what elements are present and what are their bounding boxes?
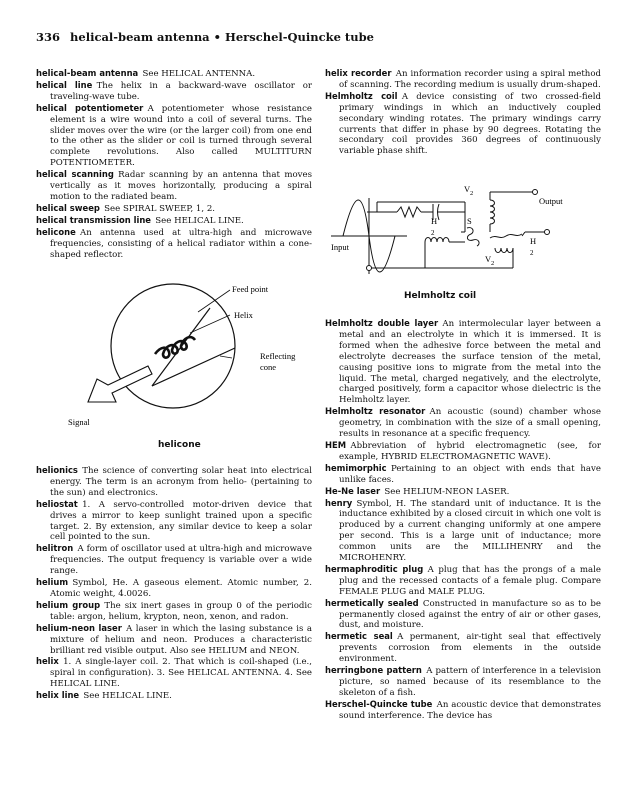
dictionary-entry [325,318,601,406]
entry-definition: A permanent, air-tight seal that effectively prevents corrosion from elements in the outside environment. [339,632,601,665]
dictionary-entry [36,80,312,103]
dictionary-entry [325,91,601,157]
left-bottom-column [36,465,312,702]
entry-definition: An acoustic (sound) chamber whose geometry, in combination with the size of a small opening, results in resonance at a specific frequency. [339,407,601,440]
dictionary-entry [36,543,312,577]
entry-term: henry [325,497,353,508]
h-sub-left: 2 [431,229,435,237]
feed-point-label: Feed point [232,284,269,294]
dictionary-entry [36,690,312,702]
primary-coil-h1 [425,238,449,243]
input-terminal [367,266,372,271]
left-top-entries [36,68,312,260]
dictionary-entry [325,598,601,632]
entry-term: HEM [325,439,347,450]
entry-term: herringbone pattern [325,665,422,676]
signal-label: Signal [68,417,90,427]
entry-term: helionics [36,465,78,475]
helix-coil [155,337,195,358]
entry-term: hemimorphic [325,462,387,473]
dictionary-entry [36,203,312,215]
cone-edge-lower [152,348,235,386]
entry-term: helical-beam antenna [36,68,139,78]
dictionary-entry [36,577,312,600]
entry-term: helium [36,577,69,588]
entry-definition: See HELIUM-NEON LASER. [384,486,510,497]
reflecting-label: Reflecting [260,351,296,361]
entry-term: Helmholtz coil [325,90,398,101]
h-label-right: H [530,236,537,246]
dictionary-entry [325,486,601,498]
h-label-left: H [431,216,438,226]
entry-definition: Radar scanning by an antenna that moves vertically as it moves horizontally, producing a spiral motion to the radiated beam. [50,170,312,202]
entry-definition: An intermolecular layer between a metal and an electrolyte in which it is immersed. It is formed when the adhesive force between the metal and electrolyte decreases the surface tension of the metal, causing positive ions to migrate from the metal into the liquid. The metal, charged negatively, and the electrolyte, charged positively, form a capacitor whose dielectric is the Helmholtz layer. [339,319,602,406]
dictionary-entry [325,463,601,486]
entry-definition: An acoustic device that demonstrates sound interference. The device has [339,699,601,721]
dictionary-entry [325,665,601,699]
entry-definition: A plug that has the prongs of a male plug and the recessed contacts of a female plug. Compare FEMALE PLUG and MALE PLUG. [339,564,601,597]
dictionary-entry [325,406,601,440]
entry-term: helicone [36,226,76,237]
entry-term: helium-neon laser [36,622,122,633]
cone-leader [220,356,232,358]
entry-term: heliostat [36,498,78,509]
entry-term: helitron [36,543,74,554]
wire-h2-join [522,232,525,236]
v2-sub-bottom: 2 [491,260,495,267]
entry-term: helix [36,656,59,667]
dictionary-entry [325,68,601,91]
entry-definition: 1. A single-layer coil. 2. That which is coil-shaped (i.e., spiral in configuration). 3. See HELICAL ANTENNA. 4. See HELICAL LINE. [50,657,312,690]
dictionary-entry [325,631,601,665]
dictionary-entry [36,68,312,80]
entry-term: hermaphroditic plug [325,563,424,574]
helmholtz-figure [325,178,601,288]
dictionary-entry [36,215,312,227]
signal-arrow [88,366,152,402]
dictionary-entry [36,227,312,261]
entry-term: Helmholtz double layer [325,318,439,328]
v2-label-bottom: V [485,254,492,264]
running-title: helical-beam antenna • Herschel-Quincke tube [70,30,374,44]
entry-term: helium group [36,599,101,610]
resistor [397,207,421,217]
h-sub-right: 2 [530,249,534,257]
dictionary-entry [36,465,312,499]
left-bottom-entries [36,465,312,702]
entry-term: Helmholtz resonator [325,406,426,417]
entry-definition: Abbreviation of hybrid electromagnetic (see, for example, HYBRID ELECTROMAGNETIC WAVE). [339,440,601,462]
primary-coil-v2-bottom [495,248,513,253]
dictionary-entry [325,498,601,564]
feed-leader [198,290,230,312]
right-top-entries [325,68,601,157]
dictionary-entry [325,564,601,598]
entry-term: helical sweep [36,202,100,213]
entry-term: hermetic seal [325,631,393,642]
output-terminal [533,190,538,195]
output-label: Output [539,196,563,206]
helmholtz-caption: Helmholtz coil [404,291,477,301]
left-column [36,68,312,260]
input-label: Input [331,242,349,252]
secondary-coil [467,228,479,246]
entry-definition: Symbol, H. The standard unit of inductance. It is the inductance exhibited by a closed circuit in which one volt is produced by a current changing uniformly at one ampere per second. This is a large unit of inductance; more common units are the MILLIHENRY and the MICROHENRY. [339,498,601,564]
dictionary-entry [36,499,312,544]
dictionary-entry [36,600,312,623]
entry-definition: An information recorder using a spiral method of scanning. The recording medium is usually drum-shaped. [339,69,601,90]
entry-definition: The six inert gases in group 0 of the periodic table: argon, helium, krypton, neon, xenon, and radon. [50,600,312,622]
entry-term: helical line [36,79,93,90]
page-number: 336 [36,30,61,44]
entry-term: hermetically sealed [325,597,419,608]
entry-definition: See SPIRAL SWEEP, 1, 2. [104,203,216,214]
right-bottom-entries [325,318,601,722]
cone-label: cone [260,362,277,372]
right-bottom-column [325,318,601,722]
entry-definition: A potentiometer whose resistance element is a wire wound into a coil of several turns. The slider moves over the wire (or the larger coil) from one end to the other as the slider or coil is turned through several complete revolutions. Also called MULTITURN POTENTIOMETER. [50,103,312,169]
entry-definition: A laser in which the lasing substance is a mixture of helium and neon. Produces a characteristic brilliant red visible output. Also see HELIUM and NEON. [50,623,312,656]
entry-definition: A pattern of interference in a television picture, so named because of its resemblance to the skeleton of a fish. [339,666,601,698]
primary-coil-v2-top [490,200,495,224]
entry-term: He-Ne laser [325,485,381,496]
dictionary-entry [36,169,312,203]
entry-term: helix line [36,690,80,701]
entry-definition: See HELICAL LINE. [155,215,244,226]
entry-definition: Pertaining to an object with ends that have unlike faces. [339,463,601,485]
helix-leader [190,315,230,333]
v2-label-top: V [464,184,471,194]
dictionary-entry [36,656,312,690]
entry-definition: An antenna used at ultra-high and microwave frequencies, consisting of a helical radiator within a cone-shaped reflector. [50,227,312,260]
entry-definition: See HELICAL ANTENNA. [142,69,256,79]
entry-definition: A form of oscillator used at ultra-high and microwave frequencies. The output frequency is variable over a wide range. [50,544,312,577]
dictionary-entry [325,699,601,722]
entry-definition: 1. A servo-controlled motor-driven device that drives a mirror to keep sunlight trained upon a specific target. 2. By extension, any similar device to keep a solar cell pointed to the sun. [50,499,312,543]
primary-coil-h2 [490,234,522,238]
entry-definition: A device consisting of two crossed-field primary windings in which an inductively coupled secondary winding rotates. The primary windings carry currents that differ in phase by 90 degrees. Rotating the secondary coil provides 360 degrees of continuously variable phase shift. [339,91,601,157]
dictionary-entry [36,103,312,169]
entry-definition: Symbol, He. A gaseous element. Atomic number, 2. Atomic weight, 4.0026. [50,578,312,599]
helicone-figure [60,278,310,433]
s-label: S [467,216,472,226]
page-header [36,30,374,44]
v2-sub-top: 2 [470,190,474,197]
entry-term: helical scanning [36,169,114,180]
entry-definition: The helix in a backward-wave oscillator or traveling-wave tube. [50,80,312,102]
entry-definition: The science of converting solar heat into electrical energy. The term is an acronym from helio- (pertaining to the sun) and electronics. [50,466,312,498]
entry-term: helical transmission line [36,214,151,225]
terminal-right [545,230,550,235]
right-column [325,68,601,157]
helicone-caption: helicone [158,440,201,450]
entry-definition: Constructed in manufacture so as to be permanently closed against the entry of air or other gases, dust, and moisture. [339,598,601,631]
entry-term: helical potentiometer [36,102,144,113]
dictionary-entry [36,623,312,657]
entry-definition: See HELICAL LINE. [83,691,172,702]
dictionary-entry [325,440,601,463]
entry-term: Herschel-Quincke tube [325,698,433,709]
entry-term: helix recorder [325,68,392,78]
helix-label: Helix [234,310,253,320]
